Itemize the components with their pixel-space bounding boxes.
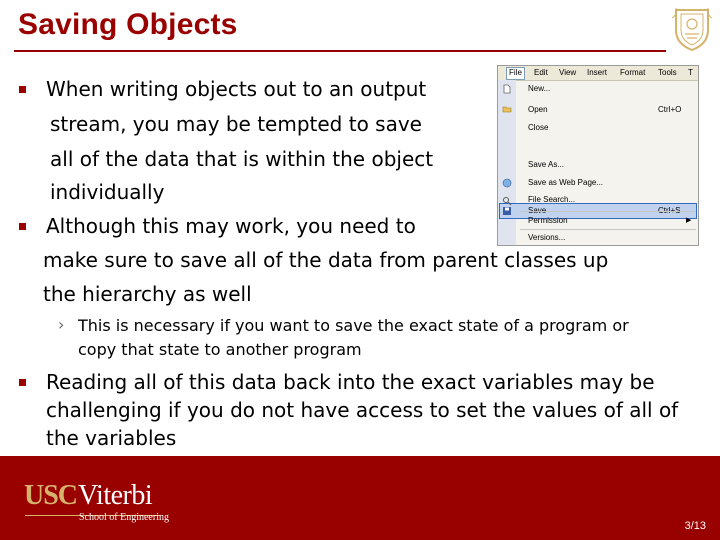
bullet-marker — [19, 86, 26, 93]
bullet-1-line-2: stream, you may be tempted to save — [50, 112, 422, 136]
footer-bar — [0, 456, 720, 540]
menu-item-open: Open — [528, 105, 548, 114]
submenu-arrow-icon: ▶ — [686, 217, 692, 224]
new-document-icon — [502, 84, 512, 94]
bullet-2-line-3: the hierarchy as well — [43, 282, 252, 306]
menu-item-save-as: Save As... — [528, 160, 565, 169]
menubar-view: View — [559, 68, 577, 77]
bullet-1-line-3: all of the data that is within the object — [50, 147, 434, 171]
school-name: School of Engineering — [79, 512, 169, 523]
menu-item-versions: Versions... — [528, 233, 566, 242]
menu-separator — [520, 229, 696, 230]
menu-shortcut-open: Ctrl+O — [658, 105, 682, 114]
web-page-icon — [502, 178, 512, 188]
menu-item-save-web: Save as Web Page... — [528, 178, 604, 187]
menubar-tools: Tools — [658, 68, 677, 77]
menubar-insert: Insert — [587, 68, 608, 77]
menubar-table: T — [688, 68, 693, 77]
menu-item-close: Close — [528, 123, 549, 132]
menubar-format: Format — [620, 68, 646, 77]
file-search-icon — [502, 196, 512, 206]
menubar-edit: Edit — [534, 68, 548, 77]
bullet-1-line-4: individually — [50, 180, 165, 204]
menu-item-file-search: File Search... — [528, 195, 576, 204]
bullet-2-line-1: Although this may work, you need to — [46, 214, 416, 238]
menu-item-permission: Permission — [528, 216, 568, 225]
bullet-1-line-1: When writing objects out to an output — [46, 77, 427, 101]
usc-logo: USC — [24, 480, 78, 511]
file-menu-screenshot — [497, 65, 699, 246]
save-disk-icon — [502, 206, 512, 216]
bullet-3-line-2: challenging if you do not have access to set the values of all of — [46, 398, 679, 422]
menubar-file: File — [506, 67, 525, 80]
bullet-marker — [19, 379, 26, 386]
menu-separator — [520, 211, 696, 212]
open-folder-icon — [502, 104, 512, 114]
bullet-2-line-2: make sure to save all of the data from parent classes up — [43, 248, 609, 272]
sub-bullet-line-1: This is necessary if you want to save the exact state of a program or — [78, 316, 629, 335]
page-number: 3/13 — [684, 520, 706, 532]
sub-bullet-line-2: copy that state to another program — [78, 340, 362, 359]
menubar — [498, 66, 698, 81]
bullet-3-line-3: the variables — [46, 426, 177, 450]
viterbi-logo: Viterbi — [78, 480, 153, 511]
bullet-3-line-1: Reading all of this data back into the exact variables may be — [46, 370, 655, 394]
sub-bullet-marker: › — [58, 315, 65, 334]
bullet-marker — [19, 223, 26, 230]
title-underline — [14, 50, 666, 52]
slide-title: Saving Objects — [18, 8, 238, 41]
menu-item-new: New... — [528, 84, 551, 93]
university-seal-icon — [668, 4, 716, 52]
